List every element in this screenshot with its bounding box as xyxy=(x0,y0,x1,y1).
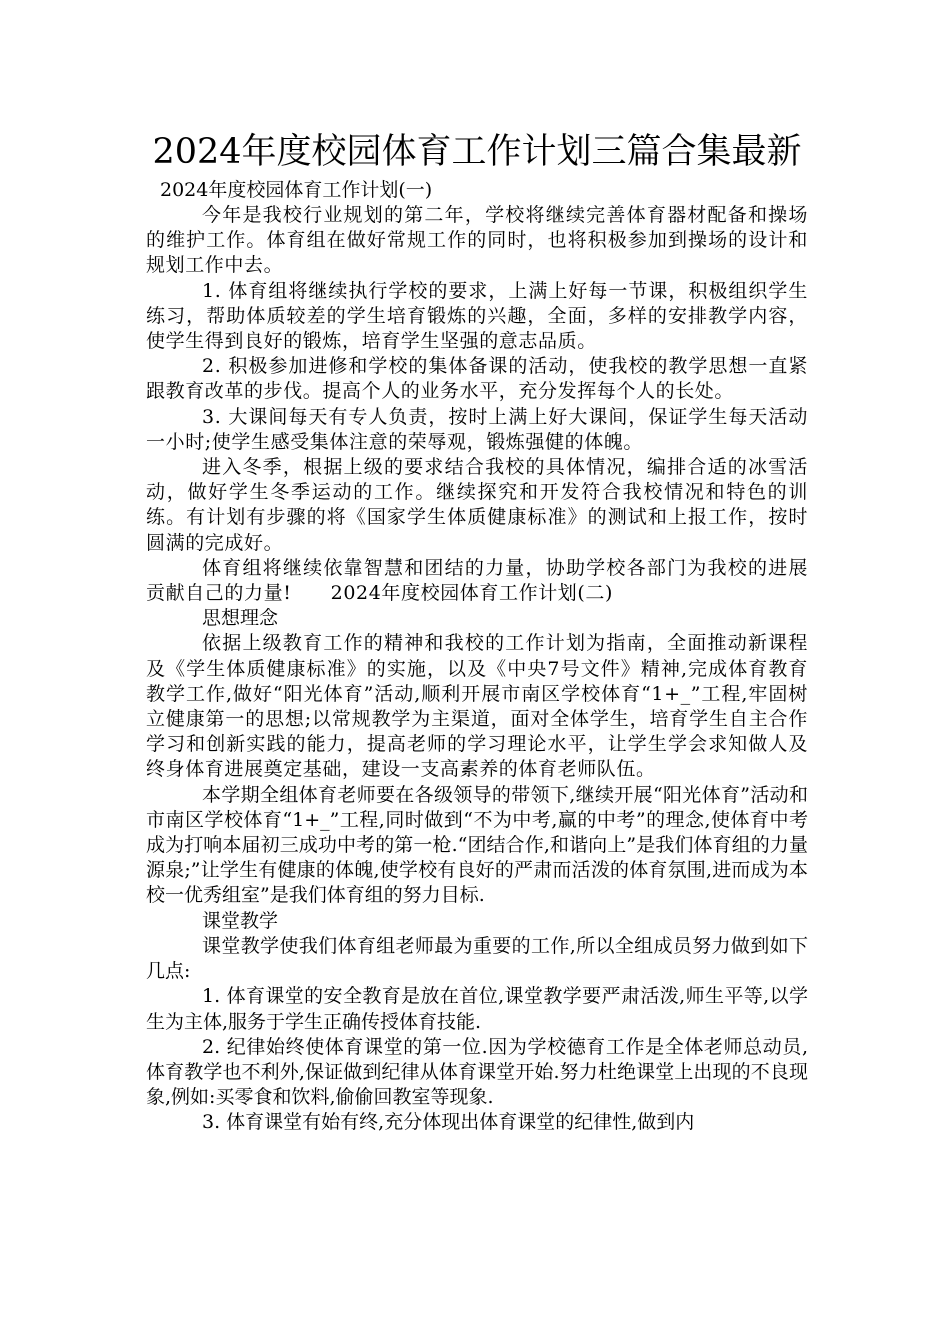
paragraph-semester: 本学期全组体育老师要在各级领导的带领下,继续开展“阳光体育”活动和市南区学校体育“1+_”工程,同时做到“不为中考,赢的中考”的理念,使体育中考成为打响本届初三成功中考的第一枪.“团结合作,和谐向上”是我们体育组的力量源泉;”让学生有健康的体魄,使学校有良好的严肃而活泼的体育氛围,进而成为本校一优秀组室”是我们体育组的努力目标. xyxy=(146,783,808,907)
paragraph-closing: 体育组将继续依靠智慧和团结的力量，协助学校各部门为我校的进展贡献自己的力量! 2024年度校园体育工作计划(二) xyxy=(146,556,808,605)
paragraph-classroom-item-3: 3. 体育课堂有始有终,充分体现出体育课堂的纪律性,做到内 xyxy=(202,1111,695,1134)
section-heading-philosophy: 思想理念 xyxy=(202,607,279,630)
section-heading-classroom: 课堂教学 xyxy=(202,909,279,932)
paragraph-item-3: 3. 大课间每天有专人负责，按时上满上好大课间，保证学生每天活动一小时;使学生感受集体注意的荣辱观，锻炼强健的体魄。 xyxy=(146,405,808,453)
paragraph-classroom-item-1: 1. 体育课堂的安全教育是放在首位,课堂教学要严肃活泼,师生平等,以学生为主体,服务于学生正确传授体育技能. xyxy=(146,985,808,1033)
paragraph-philosophy: 依据上级教育工作的精神和我校的工作计划为指南，全面推动新课程及《学生体质健康标准》的实施，以及《中央7号文件》精神,完成体育教育教学工作,做好“阳光体育”活动,顺利开展市南区学校体育“1+_”工程,牢固树立健康第一的思想;以常规教学为主渠道，面对全体学生，培育学生自主合作学习和创新实践的能力，提高老师的学习理论水平，让学生学会求知做人及终身体育进展奠定基础，建设一支高素养的体育老师队伍。 xyxy=(146,632,808,781)
paragraph-classroom-intro: 课堂教学使我们体育组老师最为重要的工作,所以全组成员努力做到如下几点: xyxy=(146,934,808,983)
document-subtitle: 2024年度校园体育工作计划(一) xyxy=(160,179,433,201)
document-page xyxy=(146,130,808,1136)
document-title: 2024年度校园体育工作计划三篇合集最新 xyxy=(152,132,802,172)
paragraph-item-2: 2. 积极参加进修和学校的集体备课的活动，使我校的教学思想一直紧跟教育改革的步伐。提高个人的业务水平，充分发挥每个人的长处。 xyxy=(146,355,808,403)
paragraph-classroom-item-2: 2. 纪律始终使体育课堂的第一位.因为学校德育工作是全体老师总动员,体育教学也不利外,保证做到纪律从体育课堂开始.努力杜绝课堂上出现的不良现象,例如:买零食和饮料,偷偷回教室等现象. xyxy=(146,1035,808,1109)
paragraph-item-1: 1. 体育组将继续执行学校的要求，上满上好每一节课，积极组织学生练习，帮助体质较差的学生培育锻炼的兴趣，全面，多样的安排教学内容，使学生得到良好的锻炼，培育学生坚强的意志品质。 xyxy=(146,279,808,353)
paragraph-winter: 进入冬季，根据上级的要求结合我校的具体情况，编排合适的冰雪活动，做好学生冬季运动的工作。继续探究和开发符合我校情况和特色的训练。有计划有步骤的将《国家学生体质健康标准》的测试和上报工作，按时圆满的完成好。 xyxy=(146,456,808,554)
paragraph-intro: 今年是我校行业规划的第二年，学校将继续完善体育器材配备和操场的维护工作。体育组在做好常规工作的同时，也将积极参加到操场的设计和规划工作中去。 xyxy=(146,204,808,277)
